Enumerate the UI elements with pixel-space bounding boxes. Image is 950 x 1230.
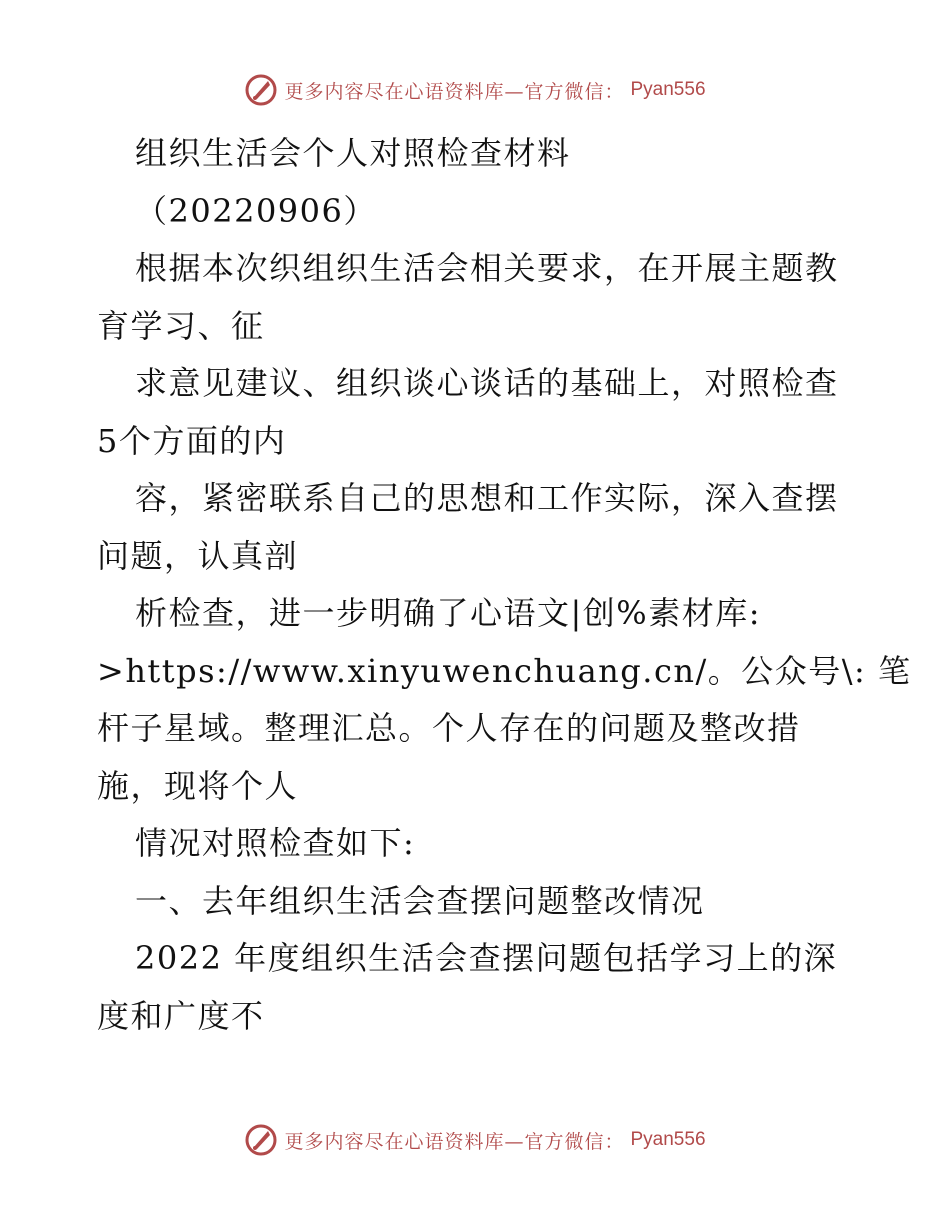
paragraph-line: 育学习、征 [97, 306, 265, 345]
section-heading: 一、去年组织生活会查摆问题整改情况 [135, 881, 705, 920]
paragraph-line: 容，紧密联系自己的思想和工作实际，深入查摆 [135, 479, 839, 517]
quill-logo-icon [244, 1123, 278, 1157]
paragraph-line: 求意见建议、组织谈心谈话的基础上，对照检查 [135, 364, 839, 402]
banner-text: 更多内容尽在心语资料库—官方微信： [284, 1130, 625, 1153]
paragraph-line: 根据本次织组织生活会相关要求，在开展主题教 [135, 249, 839, 287]
footer-banner [0, 1120, 950, 1160]
paragraph-line: 析检查，进一步明确了心语文|创%素材库: [135, 594, 761, 632]
banner-wechat-id: Pyan556 [630, 1129, 706, 1150]
banner-wechat-id: Pyan556 [630, 79, 706, 100]
document-body [97, 125, 912, 1045]
paragraph-line: 2022 年度组织生活会查摆问题包括学习上的深 [135, 939, 838, 977]
document-title: 组织生活会个人对照检查材料 [135, 134, 571, 172]
header-banner [0, 70, 950, 110]
paragraph-line: 度和广度不 [97, 996, 265, 1035]
document-date: （20220906） [135, 191, 377, 230]
paragraph-line: 5个方面的内 [97, 421, 287, 460]
paragraph-line: 施，现将个人 [97, 766, 299, 805]
paragraph-line: 情况对照检查如下: [135, 824, 416, 862]
quill-logo-icon [244, 73, 278, 107]
paragraph-line: 问题，认真剖 [97, 536, 299, 575]
banner-text: 更多内容尽在心语资料库—官方微信： [284, 80, 625, 103]
paragraph-line-url: >https://www.xinyuwenchuang.cn/。公众号\: 笔 [97, 651, 912, 690]
paragraph-line: 杆子星域。整理汇总。个人存在的问题及整改措 [97, 709, 801, 747]
